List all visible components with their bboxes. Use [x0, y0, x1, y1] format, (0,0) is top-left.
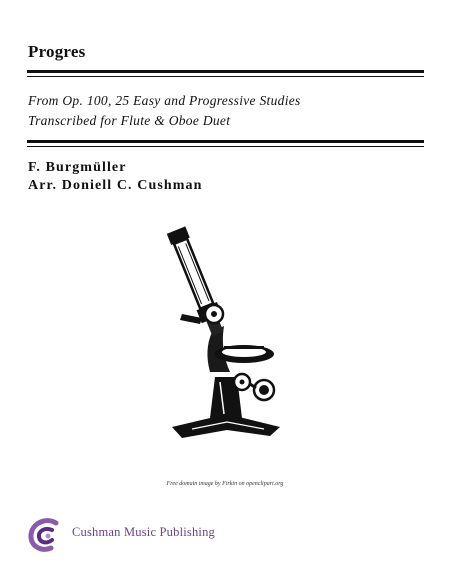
publisher-name: Cushman Music Publishing [72, 525, 216, 539]
composer-credit: F. Burgmüller [28, 160, 127, 175]
arranger-credit: Arr. Doniell C. Cushman [28, 178, 203, 193]
top-rule-thick [27, 70, 424, 73]
page-title: Progres [28, 42, 86, 61]
subtitle-line-2: Transcribed for Flute & Oboe Duet [28, 113, 231, 128]
subtitle-line-1: From Op. 100, 25 Easy and Progressive Studies [28, 93, 301, 108]
swirl-logo-icon [26, 517, 64, 553]
mid-rule-thin [27, 146, 424, 147]
image-credit-caption: Free domain image by Firkin on openclipart.org [166, 481, 284, 487]
top-rule-thin [27, 76, 424, 77]
mid-rule-thick [27, 140, 424, 143]
microscope-icon [152, 222, 297, 462]
